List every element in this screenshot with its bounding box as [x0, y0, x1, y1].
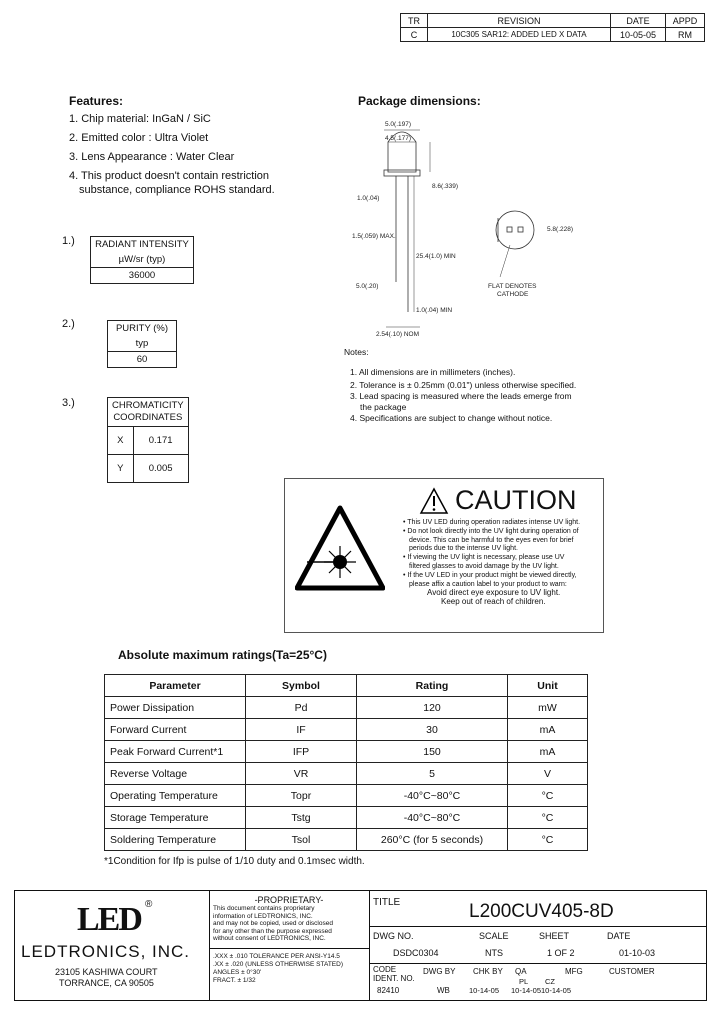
ratings-col-header: Parameter	[105, 675, 246, 697]
proprietary-line: without consent of LEDTRONICS, INC.	[213, 935, 326, 942]
customer-label: CUSTOMER	[609, 967, 655, 976]
sheet-label: SHEET	[539, 931, 570, 941]
dim-label: 1.5(.059) MAX.	[352, 233, 396, 240]
ratings-heading: Absolute maximum ratings(Ta=25°C)	[118, 648, 327, 662]
mfg-date: 10-14-05	[541, 986, 572, 995]
dim-label: 8.6(.339)	[432, 183, 459, 190]
qa-date: 10-14-05	[511, 986, 542, 995]
rev-date: 10-05-05	[611, 28, 666, 42]
features-list	[69, 110, 275, 197]
ratings-cell: VR	[246, 763, 357, 785]
mfg-label: MFG	[565, 967, 583, 976]
ratings-cell: Power Dissipation	[105, 697, 246, 719]
revision-table	[400, 13, 705, 42]
ratings-cell: Reverse Voltage	[105, 763, 246, 785]
note-item: 1. All dimensions are in millimeters (inches).	[350, 367, 516, 377]
dim-label: 2.54(.10) NOM	[376, 331, 419, 338]
company-block	[15, 891, 210, 1000]
qa-value: PL	[519, 977, 529, 986]
ratings-cell: mA	[508, 741, 588, 763]
chk-by-value: 10-14-05	[469, 986, 500, 995]
dim-label: 1.0(.04)	[357, 195, 380, 202]
purity-value: 60	[108, 352, 177, 368]
package-heading: Package dimensions:	[358, 94, 481, 108]
dim-label: 4.5(.177)	[385, 135, 412, 142]
ratings-cell: Tsol	[246, 829, 357, 851]
dwg-by-label: DWG BY	[423, 967, 456, 976]
led-flange	[384, 170, 420, 176]
caution-line: • This UV LED during operation radiates intense UV light.	[403, 519, 581, 526]
caution-box	[284, 478, 604, 633]
ratings-col-header: Unit	[508, 675, 588, 697]
rev-header-tr: TR	[401, 14, 428, 28]
note-item: 3. Lead spacing is measured where the leads emerge from	[350, 391, 572, 401]
ratings-cell: °C	[508, 829, 588, 851]
ratings-cell: Forward Current	[105, 719, 246, 741]
company-address-2: TORRANCE, CA 90505	[59, 978, 154, 988]
tolerance-line: .XXX ± .010 TOLERANCE PER ANSI-Y14.5	[213, 953, 340, 960]
chromaticity-table	[107, 397, 189, 483]
scale-value: NTS	[485, 948, 503, 958]
caution-title: CAUTION	[455, 485, 577, 515]
title-block	[14, 890, 707, 1001]
rev-header-appd: APPD	[666, 14, 705, 28]
proprietary-title: -PROPRIETARY-	[254, 895, 324, 905]
part-number-title: L200CUV405-8D	[469, 901, 614, 922]
table-row	[105, 785, 588, 807]
rev-header-date: DATE	[611, 14, 666, 28]
notes-heading: Notes:	[344, 347, 369, 357]
dim-label: 5.8(.228)	[547, 226, 574, 233]
caution-line: periods due to the intense UV light.	[409, 545, 518, 553]
radiant-intensity-table	[90, 236, 194, 284]
ratings-cell: mW	[508, 697, 588, 719]
purity-table	[107, 320, 177, 368]
tolerance-line: FRACT. ± 1/32	[213, 977, 256, 984]
proprietary-line: information of LEDTRONICS, INC.	[213, 912, 313, 920]
tolerance-line: ANGLES ± 0°30'	[213, 969, 262, 976]
ratings-cell: 30	[357, 719, 508, 741]
ratings-cell: IFP	[246, 741, 357, 763]
proprietary-line: for any other than the purpose expressed	[213, 927, 332, 935]
ratings-cell: Topr	[246, 785, 357, 807]
ratings-cell: 5	[357, 763, 508, 785]
ratings-footnote: *1Condition for Ifp is pulse of 1/10 duty and 0.1msec width.	[104, 856, 365, 867]
note-item: 4. Specifications are subject to change without notice.	[350, 413, 553, 423]
dwg-by-value: WB	[437, 986, 450, 995]
tolerance-line: .XX ± .020 (UNLESS OTHERWISE STATED)	[213, 961, 343, 968]
led-top-view	[496, 211, 534, 249]
proprietary-line: This document contains proprietary	[213, 905, 315, 912]
qa-label: QA	[515, 967, 527, 976]
company-name: LEDTRONICS, INC.	[21, 942, 191, 961]
table-row	[105, 697, 588, 719]
title-label: TITLE	[373, 897, 401, 908]
chromaticity-header: CHROMATICITY	[112, 400, 184, 411]
ratings-cell: °C	[508, 785, 588, 807]
table-row	[105, 829, 588, 851]
sheet-value: 1 OF 2	[547, 948, 575, 958]
table-row	[105, 763, 588, 785]
table-row	[105, 719, 588, 741]
x-label: X	[108, 427, 134, 455]
proprietary-block	[209, 891, 370, 1000]
code-value: 82410	[377, 986, 400, 995]
table-row	[105, 807, 588, 829]
spec3-number: 3.)	[62, 397, 75, 409]
dim-label: 1.0(.04) MIN	[416, 307, 453, 314]
laser-warning-icon	[295, 504, 385, 592]
feature-item: 2. Emitted color : Ultra Violet	[69, 132, 209, 144]
coordinates-header: COORDINATES	[113, 412, 183, 423]
chk-by-label: CHK BY	[473, 967, 503, 976]
caution-line: device. This can be harmful to the eyes even for brief	[409, 536, 574, 544]
ratings-cell: Tstg	[246, 807, 357, 829]
code-label: CODE IDENT. NO.	[373, 965, 415, 983]
feature-item: 3. Lens Appearance : Water Clear	[69, 151, 235, 163]
radiant-intensity-unit: µW/sr (typ)	[91, 252, 194, 268]
dim-label: FLAT DENOTES	[488, 283, 537, 290]
ratings-cell: -40°C~80°C	[357, 807, 508, 829]
caution-line: Avoid direct eye exposure to UV light.	[427, 588, 561, 598]
caution-line: filtered glasses to avoid damage by the UV light.	[409, 562, 559, 570]
notes	[344, 347, 576, 424]
ratings-cell: IF	[246, 719, 357, 741]
features-heading: Features:	[69, 94, 124, 108]
feature-item: substance, compliance ROHS standard.	[79, 184, 275, 196]
proprietary-line: and may not be copied, used or disclosed	[213, 920, 333, 927]
rev-appd: RM	[666, 28, 705, 42]
registered-mark: ®	[145, 899, 153, 910]
ratings-table	[104, 674, 588, 851]
table-row	[105, 741, 588, 763]
dwg-no-value: DSDC0304	[393, 948, 439, 958]
ratings-cell: Peak Forward Current*1	[105, 741, 246, 763]
caution-line: please affix a caution label to your product to warn:	[409, 580, 567, 588]
ratings-cell: 120	[357, 697, 508, 719]
dim-label: 5.0(.20)	[356, 283, 379, 290]
caution-line: • If the UV LED in your product might be viewed directly,	[403, 571, 577, 579]
ratings-col-header: Rating	[357, 675, 508, 697]
dim-label: 25.4(1.0) MIN	[416, 253, 456, 260]
ratings-col-header: Symbol	[246, 675, 357, 697]
dwg-no-label: DWG NO.	[373, 931, 414, 941]
radiant-intensity-label: RADIANT INTENSITY	[91, 237, 194, 253]
company-logo: LED	[77, 901, 141, 938]
note-item: the package	[360, 402, 407, 412]
mfg-value: CZ	[545, 977, 555, 986]
dim-label: CATHODE	[497, 291, 529, 298]
caution-line: • If viewing the UV light is necessary, please use UV	[403, 554, 565, 562]
ratings-cell: Pd	[246, 697, 357, 719]
rev-description: 10C305 SAR12: ADDED LED X DATA	[428, 28, 611, 42]
dim-label: 5.0(.197)	[385, 121, 412, 128]
y-value: 0.005	[133, 455, 188, 483]
purity-type: typ	[108, 336, 177, 352]
ratings-cell: V	[508, 763, 588, 785]
ratings-cell: Operating Temperature	[105, 785, 246, 807]
spec1-number: 1.)	[62, 235, 75, 247]
ratings-cell: Storage Temperature	[105, 807, 246, 829]
ratings-cell: 260°C (for 5 seconds)	[357, 829, 508, 851]
purity-label: PURITY (%)	[108, 321, 177, 337]
ratings-cell: Soldering Temperature	[105, 829, 246, 851]
ratings-cell: mA	[508, 719, 588, 741]
company-address-1: 23105 KASHIWA COURT	[55, 967, 158, 977]
package-drawing	[340, 112, 600, 342]
rev-tr: C	[401, 28, 428, 42]
caution-line: • Do not look directly into the UV light during operation of	[403, 527, 579, 535]
scale-label: SCALE	[479, 931, 509, 941]
radiant-intensity-value: 36000	[91, 268, 194, 284]
ratings-cell: 150	[357, 741, 508, 763]
caution-line: Keep out of reach of children.	[441, 597, 546, 607]
feature-item: 1. Chip material: InGaN / SiC	[69, 113, 211, 125]
spec2-number: 2.)	[62, 318, 75, 330]
date-value: 01-10-03	[619, 948, 656, 958]
y-label: Y	[108, 455, 134, 483]
x-value: 0.171	[133, 427, 188, 455]
ratings-cell: °C	[508, 807, 588, 829]
feature-item: 4. This product doesn't contain restriction	[69, 170, 270, 182]
rev-header-revision: REVISION	[428, 14, 611, 28]
exclamation-warning-icon	[419, 487, 449, 515]
note-item: 2. Tolerance is ± 0.25mm (0.01") unless otherwise specified.	[350, 380, 577, 390]
date-label: DATE	[607, 931, 631, 941]
ratings-cell: -40°C~80°C	[357, 785, 508, 807]
caution-text	[403, 519, 599, 607]
drawing-info-block	[369, 891, 706, 1000]
